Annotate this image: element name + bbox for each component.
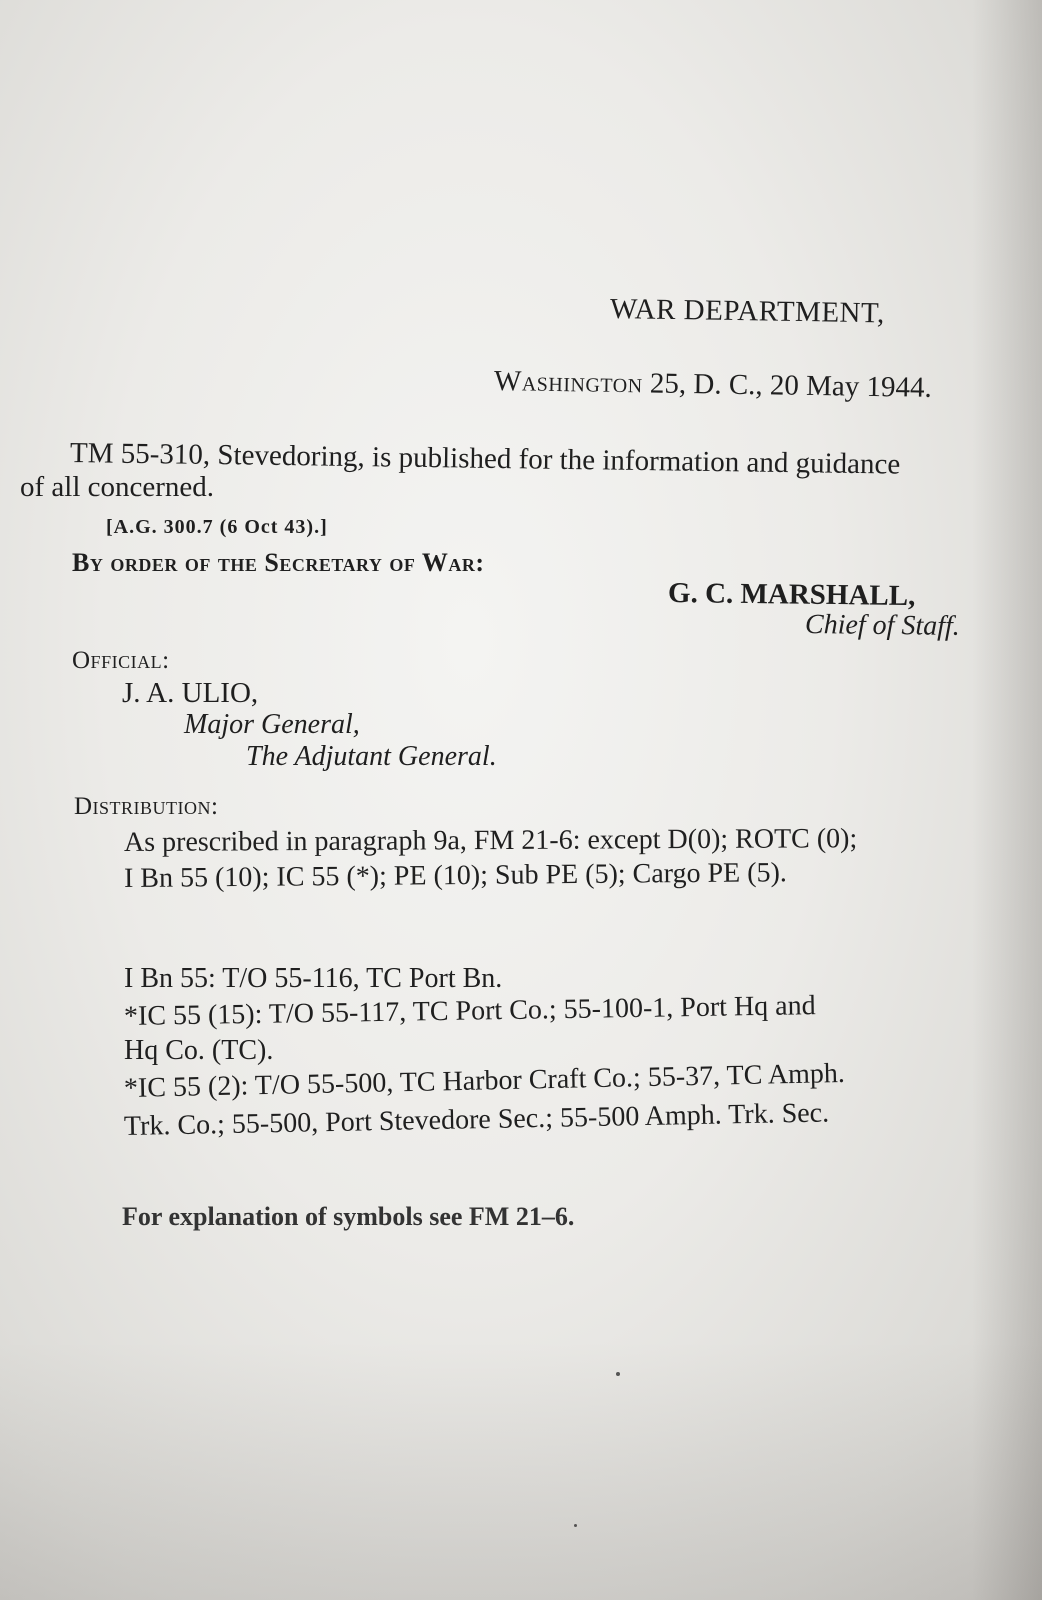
signatory-title: Chief of Staff. [804,609,960,642]
page-edge-shadow [972,0,1042,1600]
intro-line-1: TM 55-310, Stevedoring, is published for the information and guidance [69,437,901,481]
note-line-5: Trk. Co.; 55-500, Port Stevedore Sec.; 55-500 Amph. Trk. Sec. [123,1097,830,1142]
official-rank: Major General, [184,709,360,740]
paper-speck [574,1524,577,1527]
note-line-3: Hq Co. (TC). [124,1035,274,1066]
official-label: Official: [72,647,170,674]
distribution-line-2: I Bn 55 (10); IC 55 (*); PE (10); Sub PE (5); Cargo PE (5). [123,857,787,894]
note-line-2: *IC 55 (15): T/O 55-117, TC Port Co.; 55-100-1, Port Hq and [123,990,816,1032]
intro-line-2: of all concerned. [20,471,215,503]
note-line-1: I Bn 55: T/O 55-116, TC Port Bn. [124,963,503,994]
official-title: The Adjutant General. [246,741,497,772]
distribution-label: Distribution: [74,793,219,820]
reference-code: [A.G. 300.7 (6 Oct 43).] [106,516,328,538]
place-city: Washington [493,365,643,400]
by-order-line: By order of the Secretary of War: [72,548,485,577]
place-date: 25, D. C., 20 May 1944. [642,367,933,404]
page-bottom-shadow [0,1340,1042,1600]
department-heading: WAR DEPARTMENT, [609,293,886,330]
note-line-4: *IC 55 (2): T/O 55-500, TC Harbor Craft Co.; 55-37, TC Amph. [123,1057,846,1104]
signatory-name: G. C. MARSHALL, [667,577,916,613]
place-and-date [494,364,932,405]
paper-speck [616,1372,620,1376]
official-name: J. A. ULIO, [122,677,259,709]
symbols-note: For explanation of symbols see FM 21–6. [122,1202,575,1231]
distribution-line-1: As prescribed in paragraph 9a, FM 21-6: except D(0); ROTC (0); [123,823,858,858]
